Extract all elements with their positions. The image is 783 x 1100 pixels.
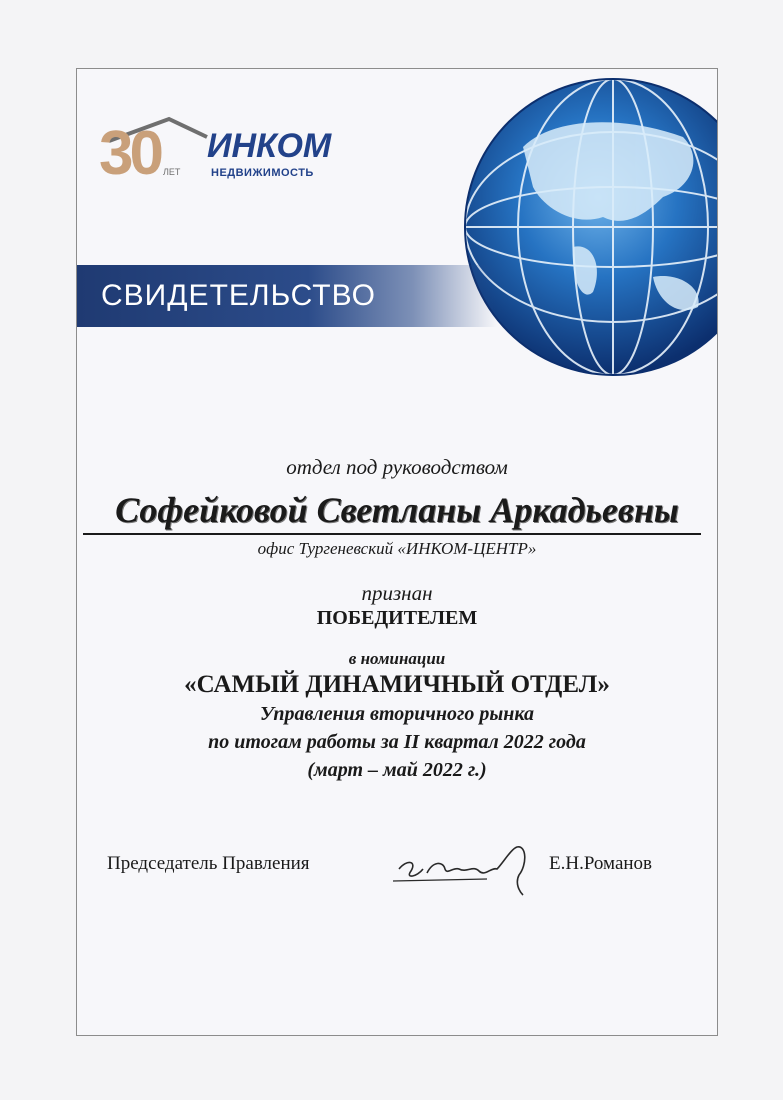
- title-banner: [77, 265, 497, 327]
- recipient-name: Софейковой Светланы Аркадьевны: [115, 490, 679, 530]
- logo-company-subtitle: НЕДВИЖИМОСТЬ: [211, 167, 314, 179]
- company-logo: [99, 121, 369, 193]
- nomination-title: «САМЫЙ ДИНАМИЧНЫЙ ОТДЕЛ»: [184, 671, 610, 698]
- logo-years-number: 30: [99, 119, 160, 188]
- department-line: Управления вторичного рынка: [259, 703, 535, 725]
- name-underline: [83, 533, 701, 535]
- intro-line: отдел под руководством: [286, 455, 508, 479]
- certificate-title: СВИДЕТЕЛЬСТВО: [101, 279, 376, 312]
- nomination-intro: в номинации: [348, 649, 446, 668]
- winner-line: ПОБЕДИТЕЛЕМ: [316, 607, 478, 629]
- certificate-frame: [76, 68, 718, 1036]
- recognized-line: признан: [361, 581, 433, 605]
- globe-icon: [453, 77, 718, 387]
- signature-scribble: [387, 829, 557, 899]
- months-line: (март – май 2022 г.): [307, 759, 487, 781]
- signature-row: [107, 839, 707, 899]
- period-line: по итогам работы за II квартал 2022 года: [208, 731, 586, 753]
- signature-name: Е.Н.Романов: [549, 853, 653, 874]
- logo-years-label: ЛЕТ: [163, 167, 181, 177]
- signature-role: Председатель Правления: [107, 853, 310, 874]
- office-line: офис Тургеневский «ИНКОМ-ЦЕНТР»: [257, 539, 537, 558]
- logo-company-name: ИНКОМ: [207, 127, 332, 165]
